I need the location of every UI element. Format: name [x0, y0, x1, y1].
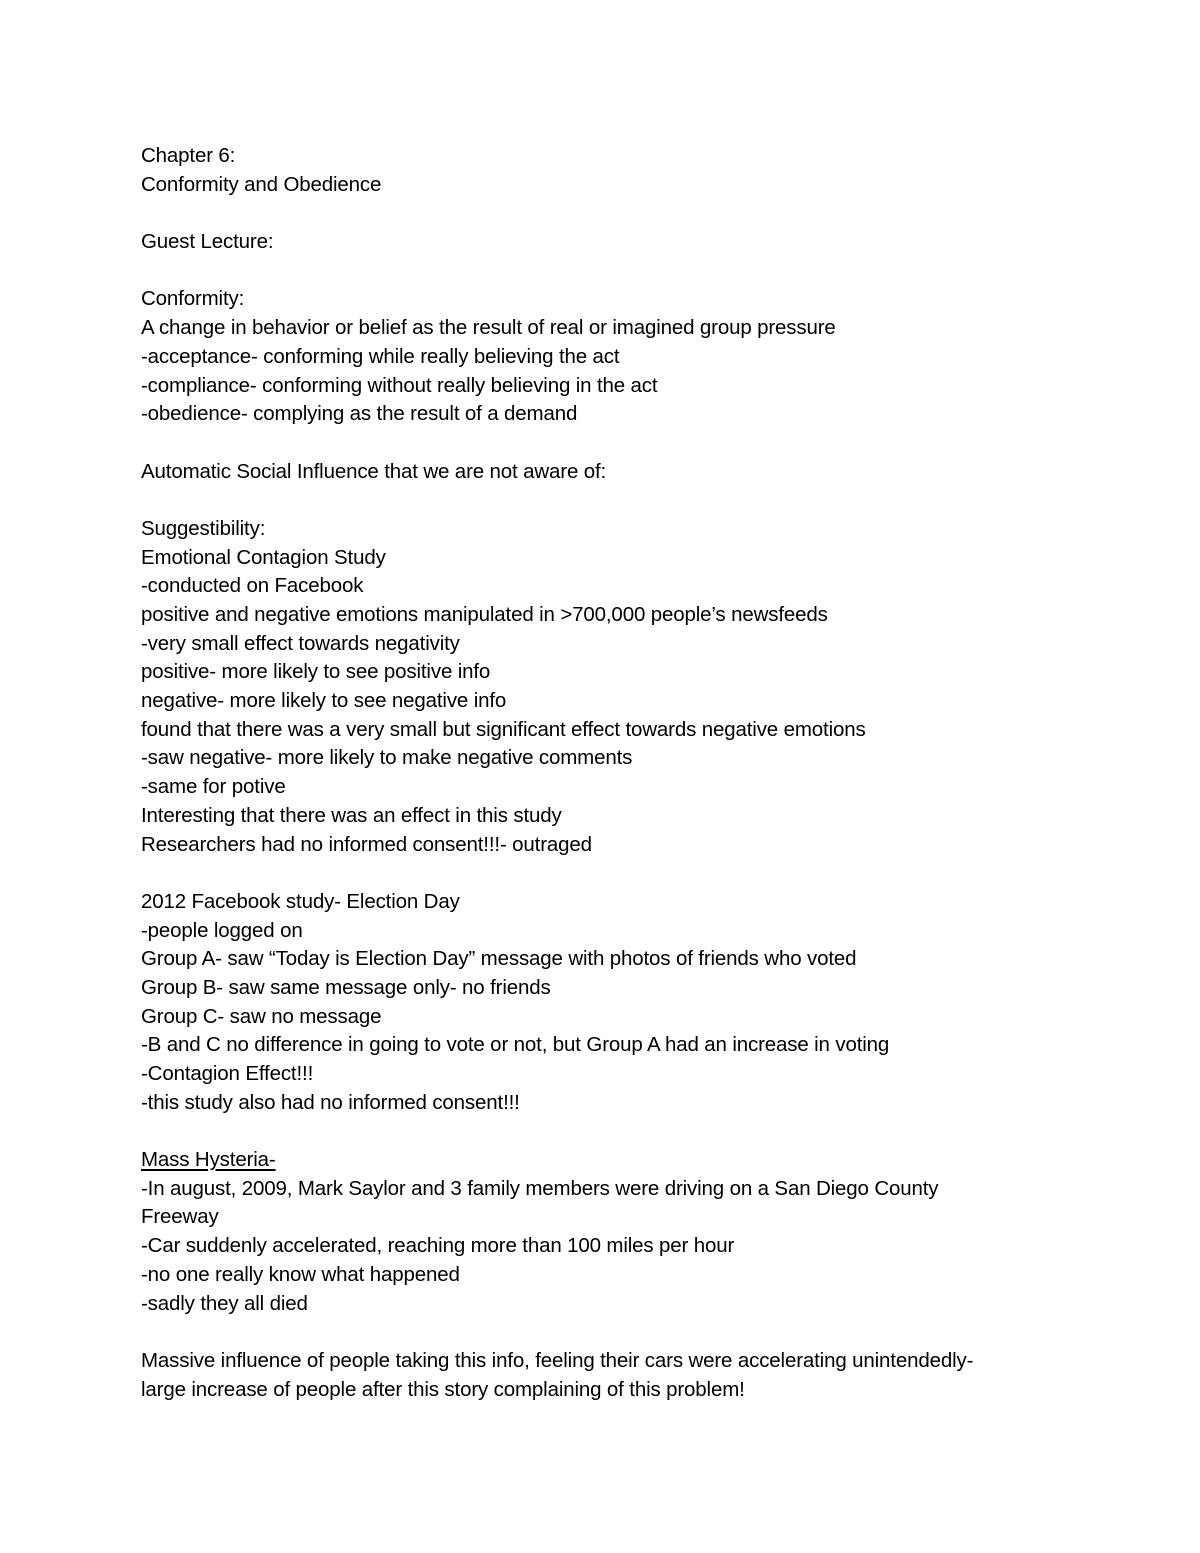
- election-study-line: -B and C no difference in going to vote or not, but Group A had an increase in voting: [141, 1033, 890, 1057]
- chapter-title: Conformity and Obedience: [141, 172, 382, 196]
- blank-line: [141, 257, 1101, 286]
- suggestibility-line: -same for potive: [141, 775, 286, 799]
- suggestibility-line: positive- more likely to see positive info: [141, 660, 491, 684]
- suggestibility-line: Interesting that there was an effect in this study: [141, 803, 562, 827]
- election-study-line: -this study also had no informed consent!!!: [141, 1090, 520, 1114]
- suggestibility-line: negative- more likely to see negative info: [141, 689, 507, 713]
- mass-hysteria-line: -sadly they all died: [141, 1291, 308, 1315]
- election-study-line: 2012 Facebook study- Election Day: [141, 889, 460, 913]
- blank-line: [141, 1117, 1101, 1146]
- blank-line: [141, 486, 1101, 515]
- suggestibility-line: Researchers had no informed consent!!!- outraged: [141, 832, 592, 856]
- election-study-line: Group C- saw no message: [141, 1004, 382, 1028]
- conformity-definition: A change in behavior or belief as the result of real or imagined group pressure: [141, 316, 836, 340]
- suggestibility-line: -saw negative- more likely to make negative comments: [141, 746, 633, 770]
- blank-line: [141, 429, 1101, 458]
- mass-hysteria-line: -In august, 2009, Mark Saylor and 3 family members were driving on a San Diego County: [141, 1176, 939, 1200]
- conformity-heading: Conformity:: [141, 287, 245, 311]
- conclusion-line: Massive influence of people taking this info, feeling their cars were accelerating unintendedly-: [141, 1348, 974, 1372]
- conformity-compliance: -compliance- conforming without really believing in the act: [141, 373, 658, 397]
- suggestibility-line: positive and negative emotions manipulated in >700,000 people’s newsfeeds: [141, 603, 828, 626]
- election-study-line: Group A- saw “Today is Election Day” message with photos of friends who voted: [141, 947, 857, 971]
- blank-line: [141, 199, 1101, 228]
- mass-hysteria-heading: Mass Hysteria-: [141, 1148, 276, 1172]
- mass-hysteria-line: -Car suddenly accelerated, reaching more than 100 miles per hour: [141, 1234, 735, 1258]
- blank-line: [141, 859, 1101, 888]
- conformity-obedience: -obedience- complying as the result of a demand: [141, 402, 578, 426]
- conclusion-line: large increase of people after this story complaining of this problem!: [141, 1377, 745, 1401]
- mass-hysteria-line: Freeway: [141, 1205, 219, 1229]
- conformity-acceptance: -acceptance- conforming while really believing the act: [141, 344, 620, 368]
- mass-hysteria-line: -no one really know what happened: [141, 1262, 460, 1286]
- election-study-line: Group B- saw same message only- no friends: [141, 975, 551, 999]
- guest-lecture-label: Guest Lecture:: [141, 230, 274, 254]
- suggestibility-line: Emotional Contagion Study: [141, 545, 386, 569]
- suggestibility-line: -very small effect towards negativity: [141, 631, 460, 655]
- suggestibility-line: found that there was a very small but significant effect towards negative emotions: [141, 717, 866, 741]
- suggestibility-line: -conducted on Facebook: [141, 574, 364, 598]
- automatic-influence-heading: Automatic Social Influence that we are not aware of:: [141, 459, 607, 483]
- document-body: [141, 142, 1101, 1404]
- blank-line: [141, 1318, 1101, 1347]
- election-study-line: -people logged on: [141, 918, 303, 942]
- suggestibility-heading: Suggestibility:: [141, 516, 266, 540]
- election-study-line: -Contagion Effect!!!: [141, 1062, 314, 1085]
- chapter-number: Chapter 6:: [141, 144, 236, 167]
